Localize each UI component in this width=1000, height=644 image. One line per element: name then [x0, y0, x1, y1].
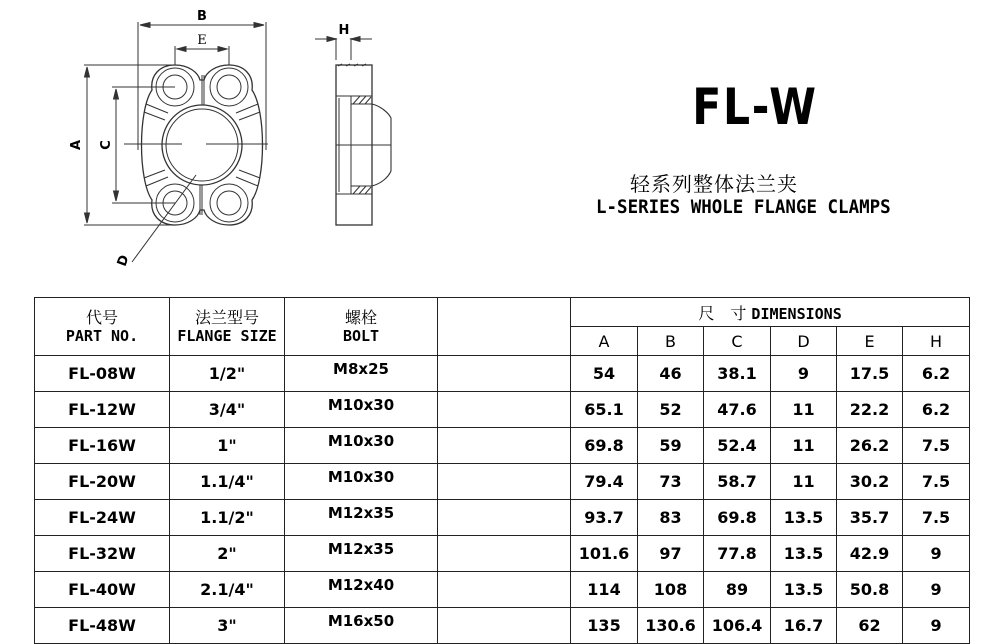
cell-bolt: M10x30 — [285, 392, 438, 428]
cell-dim-c: 106.4 — [704, 608, 771, 644]
cell-dim-b: 130.6 — [638, 608, 704, 644]
cell-dim-d: 11 — [771, 464, 837, 500]
cell-dim-c: 47.6 — [704, 392, 771, 428]
cell-blank — [438, 428, 571, 464]
cell-dim-a: 101.6 — [571, 536, 638, 572]
flange-clamp-drawing — [0, 0, 560, 290]
header-flange-size-en: FLANGE SIZE — [177, 326, 277, 345]
subtitle-chinese: 轻系列整体法兰夹 — [630, 172, 798, 196]
cell-dim-d: 13.5 — [771, 500, 837, 536]
table-row — [35, 392, 970, 428]
header-bolt-cn: 螺栓 — [344, 307, 377, 327]
header-blank — [438, 298, 571, 356]
cell-bolt: M16x50 — [285, 608, 438, 644]
table-row — [35, 500, 970, 536]
dim-label-d: D — [114, 253, 133, 269]
cell-dim-a: 93.7 — [571, 500, 638, 536]
cell-dim-c: 38.1 — [704, 356, 771, 392]
cell-dim-h: 9 — [903, 536, 970, 572]
cell-dim-h: 6.2 — [903, 356, 970, 392]
cell-dim-d: 13.5 — [771, 536, 837, 572]
cell-dim-b: 83 — [638, 500, 704, 536]
cell-dim-b: 59 — [638, 428, 704, 464]
header-dimensions — [571, 298, 970, 327]
dim-label-h: H — [338, 23, 350, 38]
cell-dim-h: 7.5 — [903, 464, 970, 500]
cell-bolt: M12x35 — [285, 536, 438, 572]
cell-dim-b: 97 — [638, 536, 704, 572]
spec-table — [34, 297, 970, 644]
cell-dim-e: 42.9 — [837, 536, 903, 572]
cell-dim-c: 89 — [704, 572, 771, 608]
header-flange-size — [170, 298, 285, 356]
cell-dim-a: 65.1 — [571, 392, 638, 428]
technical-drawing — [0, 0, 560, 290]
cell-flange-size: 3/4" — [170, 392, 285, 428]
table-row — [35, 572, 970, 608]
cell-bolt: M12x35 — [285, 500, 438, 536]
header-part-no-en: PART NO. — [65, 326, 139, 345]
cell-blank — [438, 572, 571, 608]
cell-part-no: FL-40W — [35, 572, 170, 608]
dim-label-a: A — [69, 139, 84, 151]
cell-dim-d: 11 — [771, 392, 837, 428]
cell-dim-e: 35.7 — [837, 500, 903, 536]
table-row — [35, 608, 970, 644]
subtitle-english: L-SERIES WHOLE FLANGE CLAMPS — [596, 196, 891, 218]
model-title: FL-W — [692, 78, 818, 136]
cell-dim-e: 30.2 — [837, 464, 903, 500]
cell-bolt: M10x30 — [285, 464, 438, 500]
cell-flange-size: 1.1/2" — [170, 500, 285, 536]
cell-bolt: M8x25 — [285, 356, 438, 392]
header-row-1 — [35, 298, 970, 327]
dim-label-c: C — [99, 140, 114, 150]
cell-dim-a: 54 — [571, 356, 638, 392]
cell-dim-d: 11 — [771, 428, 837, 464]
cell-dim-c: 69.8 — [704, 500, 771, 536]
header-dim-h: H — [903, 327, 970, 356]
header-dim-d: D — [771, 327, 837, 356]
cell-part-no: FL-32W — [35, 536, 170, 572]
table-row — [35, 428, 970, 464]
cell-blank — [438, 392, 571, 428]
header-part-no-cn: 代号 — [85, 307, 118, 327]
cell-dim-a: 114 — [571, 572, 638, 608]
cell-flange-size: 1/2" — [170, 356, 285, 392]
cell-flange-size: 1.1/4" — [170, 464, 285, 500]
header-bolt-en: BOLT — [342, 326, 380, 345]
cell-bolt: M10x30 — [285, 428, 438, 464]
cell-dim-e: 62 — [837, 608, 903, 644]
cell-dim-d: 9 — [771, 356, 837, 392]
table-row — [35, 356, 970, 392]
cell-blank — [438, 464, 571, 500]
cell-dim-a: 79.4 — [571, 464, 638, 500]
cell-dim-h: 9 — [903, 608, 970, 644]
cell-dim-d: 13.5 — [771, 572, 837, 608]
cell-part-no: FL-20W — [35, 464, 170, 500]
cell-dim-c: 52.4 — [704, 428, 771, 464]
cell-bolt: M12x40 — [285, 572, 438, 608]
header-dim-b: B — [638, 327, 704, 356]
header-dim-a: A — [571, 327, 638, 356]
cell-blank — [438, 608, 571, 644]
cell-part-no: FL-24W — [35, 500, 170, 536]
cell-dim-h: 6.2 — [903, 392, 970, 428]
header-dimensions-cn: 尺 寸 — [698, 303, 747, 323]
header-dim-e: E — [837, 327, 903, 356]
cell-dim-b: 108 — [638, 572, 704, 608]
cell-dim-e: 17.5 — [837, 356, 903, 392]
cell-dim-c: 77.8 — [704, 536, 771, 572]
cell-dim-a: 135 — [571, 608, 638, 644]
cell-part-no: FL-16W — [35, 428, 170, 464]
cell-flange-size: 2.1/4" — [170, 572, 285, 608]
cell-blank — [438, 536, 571, 572]
cell-dim-h: 7.5 — [903, 428, 970, 464]
dim-label-e: E — [197, 33, 207, 48]
dim-label-b: B — [197, 9, 207, 24]
cell-dim-b: 46 — [638, 356, 704, 392]
cell-dim-e: 26.2 — [837, 428, 903, 464]
cell-dim-e: 22.2 — [837, 392, 903, 428]
cell-dim-e: 50.8 — [837, 572, 903, 608]
cell-flange-size: 1" — [170, 428, 285, 464]
cell-part-no: FL-12W — [35, 392, 170, 428]
header-dim-c: C — [704, 327, 771, 356]
cell-flange-size: 2" — [170, 536, 285, 572]
cell-flange-size: 3" — [170, 608, 285, 644]
cell-dim-c: 58.7 — [704, 464, 771, 500]
cell-dim-h: 7.5 — [903, 500, 970, 536]
cell-blank — [438, 356, 571, 392]
cell-dim-b: 52 — [638, 392, 704, 428]
cell-blank — [438, 500, 571, 536]
header-dimensions-en: DIMENSIONS — [751, 304, 842, 323]
cell-dim-h: 9 — [903, 572, 970, 608]
header-flange-size-cn: 法兰型号 — [194, 307, 259, 327]
header-bolt — [285, 298, 438, 356]
cell-dim-b: 73 — [638, 464, 704, 500]
header-part-no — [35, 298, 170, 356]
cell-dim-d: 16.7 — [771, 608, 837, 644]
cell-part-no: FL-48W — [35, 608, 170, 644]
cell-dim-a: 69.8 — [571, 428, 638, 464]
title-block — [560, 60, 980, 230]
cell-part-no: FL-08W — [35, 356, 170, 392]
table-row — [35, 464, 970, 500]
table-row — [35, 536, 970, 572]
